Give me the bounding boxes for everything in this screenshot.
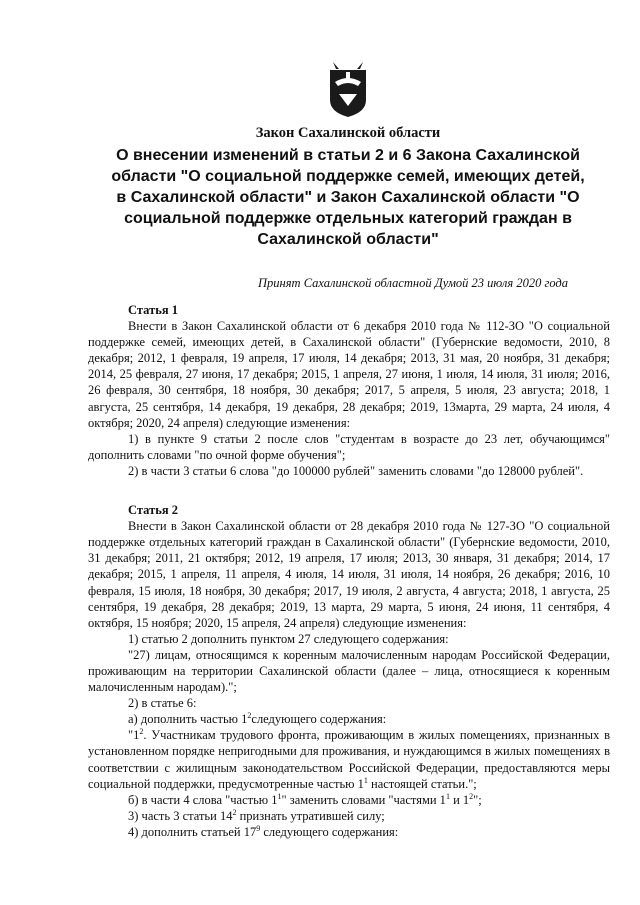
- article-2-item-1: 1) статью 2 дополнить пунктом 27 следующего содержания:: [128, 631, 449, 646]
- article-2-intro: Внести в Закон Сахалинской области от 28 декабря 2010 года № 127-ЗО "О социальной поддержке отдельных категорий граждан в Сахалинской области" (Губернские ведомости, 2010, 31 декабря; 2011, 21 октября; 2012, 19 апреля, 17 июля; 2013, 30 января, 31 декабря; 2014, 17 декабря; 2015, 1 апреля, 11 апреля, 4 июля, 14 июля, 31 июля, 14 ноября, 26 декабря; 2016, 10 февраля, 15 июля, 18 ноября, 30 декабря; 2017, 19 июля, 2 августа, 4 августа; 2018, 1 августа, 25 сентября, 19 декабря, 28 декабря; 2019, 13 марта, 29 марта, 5 июня, 24 июня, 11 сентября, 4 октября, 15 ноября; 2020, 15 апреля, 24 апреля) следующие изменения:: [88, 519, 610, 630]
- article-2-heading: Статья 2: [128, 503, 178, 518]
- article-1-item-2: 2) в части 3 статьи 6 слова "до 100000 рублей" заменить словами "до 128000 рублей".: [128, 463, 584, 478]
- article-1-heading: Статья 1: [128, 303, 178, 317]
- law-subject-title: О внесении изменений в статьи 2 и 6 Закона Сахалинской области "О социальной поддержке семей, имеющих детей, в Сахалинской области" и Закон Сахалинской области "О социальной поддержке отдельных категорий граждан в Сахалинской области": [111, 147, 585, 248]
- article-2-quote-part-1-2: "$1^2$. Участникам трудового фронта, проживающим в жилых помещениях, признанных в установленном порядке непригодными для проживания, и нуждающимся в жилых помещениях в соответствии с жилищным законодательством Российской Федерации, предоставляются меры социальной поддержки, предусмотренные частью $1^1$ настоящей статьи.";: [88, 727, 610, 791]
- article-2-item-4: 4) дополнить статьей $17^9$ следующего содержания:: [128, 823, 399, 839]
- article-2-item-1-text: "27) лицам, относящимся к коренным малочисленным народам Российской Федерации, проживающим на территории Сахалинской области (далее – лица, относящиеся к коренным малочисленным народам).";: [88, 647, 610, 695]
- article-2-item-2: 2) в статье 6:: [128, 696, 197, 711]
- article-1-item-1: 1) в пункте 9 статьи 2 после слов "студентам в возрасте до 23 лет, обучающимся" дополнить словами "по очной форме обучения";: [88, 431, 610, 462]
- article-2-item-3: 3) часть 3 статьи $14^2$ признать утратившей силу;: [128, 807, 385, 823]
- sakhalin-coat-of-arms-emblem: [327, 60, 369, 118]
- article-2-item-2b: б) в части 4 слова "частью $1^1$" заменить словами "частями $1^1$ и $1^2$";: [128, 791, 482, 807]
- law-title: Закон Сахалинской области: [255, 125, 441, 141]
- article-2-item-2a: а) дополнить частью $1^2следующего$ содержания:: [128, 711, 387, 727]
- document-body: [88, 302, 610, 840]
- document-title-block: [110, 125, 586, 250]
- adoption-note: Принят Сахалинской областной Думой 23 июля 2020 года: [258, 276, 568, 290]
- article-1-intro: Внести в Закон Сахалинской области от 6 декабря 2010 года № 112-ЗО "О социальной поддержке семей, имеющих детей, в Сахалинской области" (Губернские ведомости, 2010, 8 декабря; 2012, 1 февраля, 19 апреля, 17 июля, 14 декабря; 2013, 31 мая, 20 ноября, 31 декабря; 2014, 25 февраля, 27 июня, 17 декабря; 2015, 1 апреля, 27 июня, 1 июля, 14 июля, 31 июля; 2016, 26 февраля, 30 сентября, 18 ноября, 30 декабря; 2017, 5 апреля, 5 июля, 23 августа; 2018, 1 августа, 25 сентября, 14 декабря, 19 декабря, 28 декабря; 2019, 13марта, 29 марта, 24 июля, 4 октября; 2020, 24 апреля) следующие изменения:: [88, 319, 610, 430]
